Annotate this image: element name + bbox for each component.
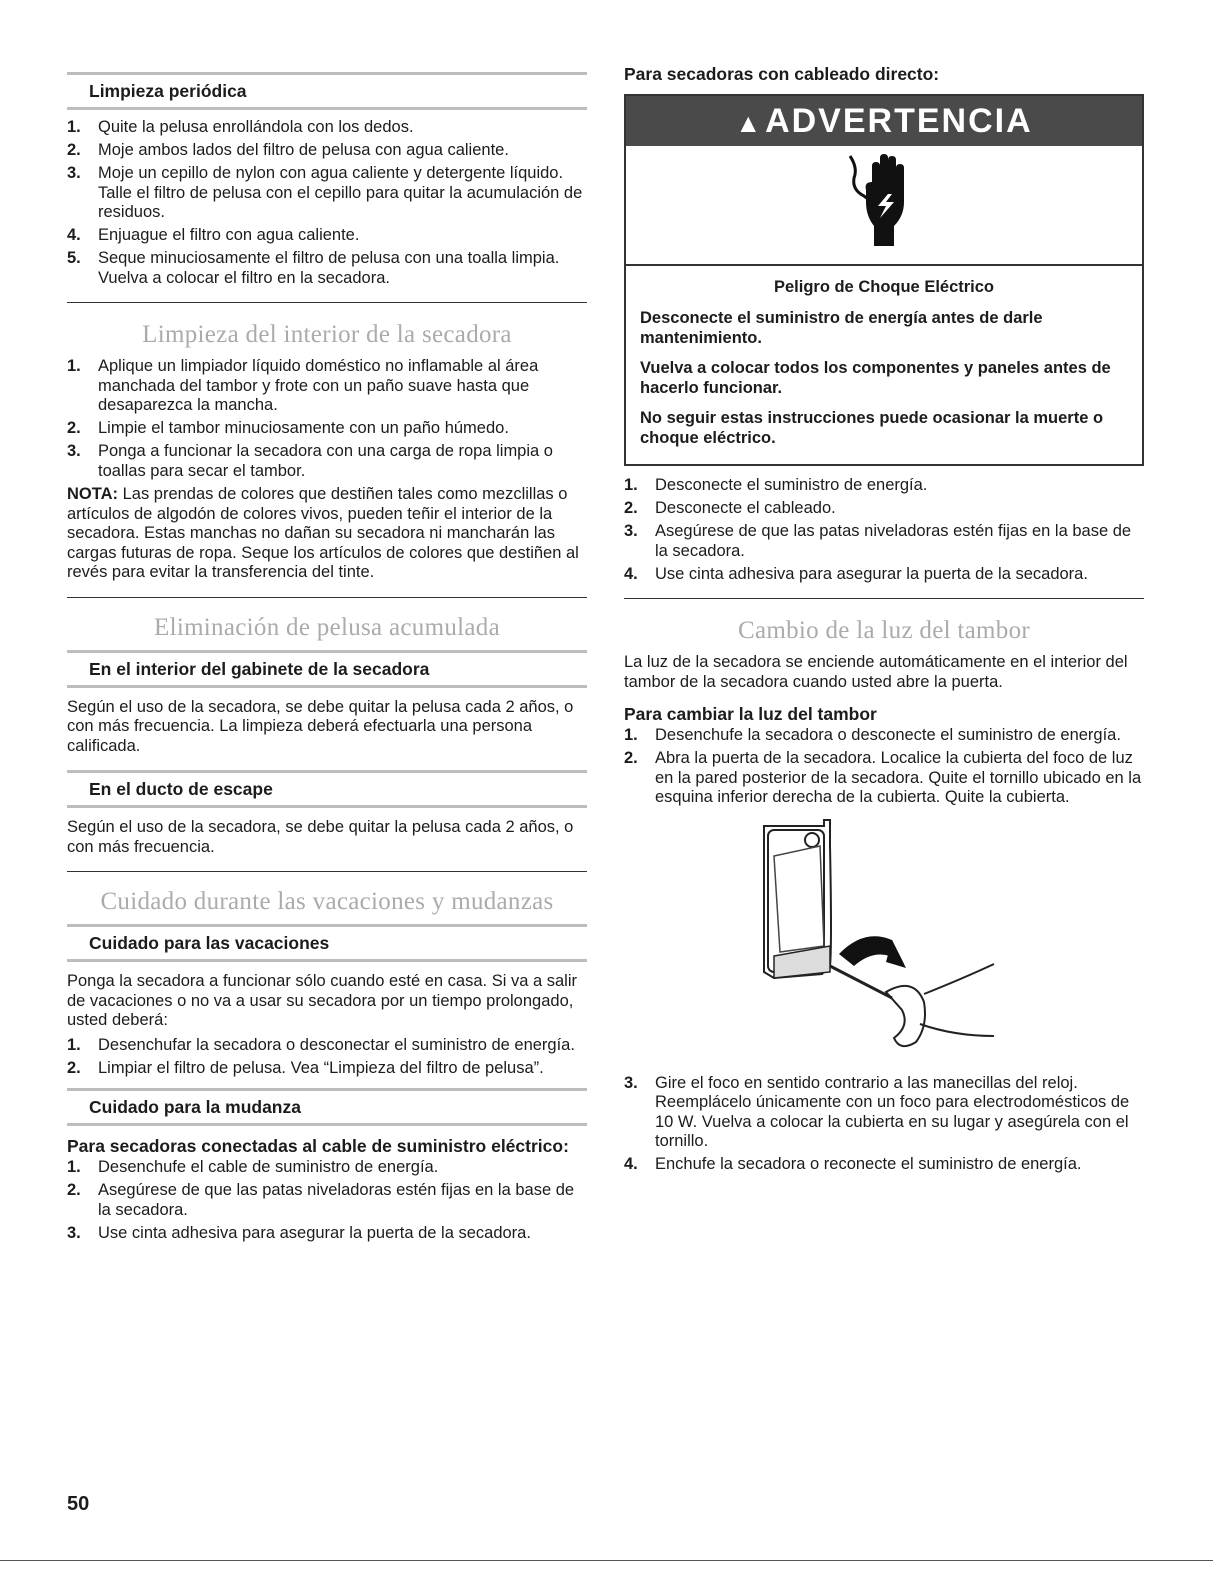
- list-item-number: 3.: [624, 1073, 638, 1092]
- change-light-steps-b: [624, 1074, 1144, 1175]
- list-item-number: 2.: [67, 141, 81, 159]
- direct-wired-steps: [624, 476, 1144, 584]
- list-item-number: 3.: [67, 164, 81, 182]
- list-item: [67, 118, 587, 138]
- interior-cleaning-heading: Limpieza del interior de la secadora: [142, 321, 512, 348]
- list-item: [624, 476, 1144, 496]
- list-item-number: 3.: [67, 1223, 81, 1242]
- list-item: [67, 1158, 587, 1178]
- moving-heading: Cuidado para la mudanza: [89, 1097, 301, 1117]
- list-item-text: Desenchufe la secadora o desconecte el suministro de energía.: [655, 726, 1121, 744]
- right-column: [624, 62, 1144, 1178]
- list-item-number: 1.: [624, 726, 638, 744]
- list-item-number: 3.: [67, 442, 81, 460]
- lint-removal-heading: Eliminación de pelusa acumulada: [154, 613, 500, 641]
- warning-triangle-icon: ▲: [735, 108, 762, 138]
- list-item-text: Enjuague el filtro con agua caliente.: [98, 226, 360, 244]
- list-item-text: Aplique un limpiador líquido doméstico no inflamable al área manchada del tambor y frote con un paño suave hasta que desaparezca la mancha.: [98, 357, 539, 414]
- interior-steps: [67, 357, 587, 481]
- warning-body: [626, 266, 1142, 464]
- cabinet-header: [67, 650, 587, 688]
- electric-shock-icon: [844, 146, 924, 250]
- list-item-number: 2.: [67, 1058, 81, 1077]
- duct-heading: En el ducto de escape: [89, 779, 273, 799]
- list-item-number: 1.: [67, 118, 81, 136]
- list-item-text: Desenchufe el cable de suministro de energía.: [98, 1158, 439, 1176]
- list-item-text: Enchufe la secadora o reconecte el suministro de energía.: [655, 1155, 1082, 1173]
- power-cord-steps: [67, 1158, 587, 1243]
- duct-text: Según el uso de la secadora, se debe quitar la pelusa cada 2 años, o con más frecuencia.: [67, 818, 574, 856]
- list-item-text: Limpie el tambor minuciosamente con un paño húmedo.: [98, 419, 509, 437]
- drum-light-intro: La luz de la secadora se enciende automáticamente en el interior del tambor de la secadora cuando usted abre la puerta.: [624, 653, 1128, 691]
- list-item-text: Desenchufar la secadora o desconectar el suministro de energía.: [98, 1035, 575, 1054]
- list-item-text: Limpiar el filtro de pelusa. Vea “Limpieza del filtro de pelusa”.: [98, 1058, 544, 1077]
- list-item-number: 4.: [624, 1155, 638, 1173]
- list-item: [67, 164, 587, 223]
- list-item: [67, 419, 587, 439]
- list-item-number: 2.: [624, 749, 638, 767]
- periodic-cleaning-header: [67, 72, 587, 110]
- list-item: [624, 726, 1144, 746]
- divider: [67, 871, 587, 872]
- list-item-text: Use cinta adhesiva para asegurar la puerta de la secadora.: [98, 1223, 531, 1242]
- list-item: [624, 565, 1144, 585]
- list-item-text: Gire el foco en sentido contrario a las manecillas del reloj. Reemplácelo únicamente con un foco para electrodomésticos de 10 W. Vuelva a colocar la cubierta en su lugar y asegúrela con el tornillo.: [655, 1073, 1130, 1150]
- note-text: Las prendas de colores que destiñen tales como mezclillas o artículos de algodón de colores vivos, pueden teñir el interior de la secadora. Estas manchas no dañan su secadora ni mancharán las cargas futuras de ropa. Seque los artículos de colores que destiñen al revés para evitar la transferencia del tinte.: [67, 485, 579, 581]
- list-item-number: 1.: [67, 1158, 81, 1176]
- warning-box: [624, 94, 1144, 466]
- duct-header: [67, 770, 587, 808]
- list-item-number: 2.: [67, 419, 81, 437]
- list-item-text: Asegúrese de que las patas niveladoras estén fijas en la base de la secadora.: [98, 1181, 575, 1219]
- periodic-steps: [67, 118, 587, 288]
- cabinet-heading: En el interior del gabinete de la secadora: [89, 658, 430, 679]
- direct-wired-heading: Para secadoras con cableado directo:: [624, 64, 940, 84]
- list-item-number: 2.: [624, 499, 638, 517]
- list-item-number: 5.: [67, 249, 81, 267]
- list-item-text: Desconecte el cableado.: [655, 499, 836, 517]
- page-number: 50: [67, 1493, 90, 1515]
- list-item: [67, 357, 587, 416]
- change-light-heading: Para cambiar la luz del tambor: [624, 704, 877, 724]
- list-item-number: 1.: [67, 357, 81, 375]
- list-item-number: 1.: [624, 476, 638, 494]
- warning-line-2: Vuelva a colocar todos los componentes y paneles antes de hacerlo funcionar.: [640, 359, 1111, 397]
- warning-line-1: Desconecte el suministro de energía antes de darle mantenimiento.: [640, 309, 1043, 347]
- list-item-text: Quite la pelusa enrollándola con los dedos.: [98, 118, 414, 136]
- drum-light-heading: Cambio de la luz del tambor: [737, 617, 1031, 644]
- list-item: [67, 141, 587, 161]
- vacation-header: [67, 924, 587, 962]
- hazard-title: Peligro de Choque Eléctrico: [773, 278, 995, 296]
- list-item-number: 3.: [624, 522, 638, 540]
- list-item: [67, 1059, 587, 1079]
- list-item-number: 2.: [67, 1181, 81, 1199]
- list-item-text: Use cinta adhesiva para asegurar la puerta de la secadora.: [655, 564, 1088, 583]
- list-item-number: 4.: [624, 564, 638, 583]
- note-label: NOTA:: [67, 485, 119, 503]
- interior-note: [67, 485, 587, 583]
- list-item: [67, 1181, 587, 1220]
- divider: [67, 302, 587, 303]
- list-item: [624, 749, 1144, 808]
- light-cover-illustration: [624, 816, 1144, 1068]
- warning-line-3: No seguir estas instrucciones puede ocasionar la muerte o choque eléctrico.: [640, 409, 1104, 447]
- list-item-number: 1.: [67, 1035, 81, 1054]
- list-item: [67, 1036, 587, 1056]
- change-light-steps-a: [624, 726, 1144, 808]
- list-item: [67, 442, 587, 481]
- list-item-text: Abra la puerta de la secadora. Localice la cubierta del foco de luz en la pared posterior de la secadora. Quite el tornillo ubicado en la esquina inferior derecha de la cubierta. Quite la cubierta.: [655, 749, 1142, 806]
- left-column: [67, 62, 587, 1247]
- list-item-text: Desconecte el suministro de energía.: [655, 476, 928, 494]
- divider: [67, 597, 587, 598]
- list-item: [67, 249, 587, 288]
- light-cover-diagram: [624, 816, 1144, 1068]
- warning-banner: [626, 96, 1142, 146]
- list-item-text: Seque minuciosamente el filtro de pelusa con una toalla limpia. Vuelva a colocar el filtro en la secadora.: [98, 249, 560, 287]
- list-item-text: Moje ambos lados del filtro de pelusa con agua caliente.: [98, 141, 509, 159]
- warning-title: ADVERTENCIA: [765, 102, 1033, 140]
- vacation-heading: Cuidado para las vacaciones: [89, 933, 330, 953]
- list-item-text: Moje un cepillo de nylon con agua caliente y detergente líquido. Talle el filtro de pelusa con el cepillo para quitar la acumulación de residuos.: [98, 164, 583, 221]
- power-cord-heading: Para secadoras conectadas al cable de suministro eléctrico:: [67, 1136, 569, 1156]
- vacation-text: Ponga la secadora a funcionar sólo cuando esté en casa. Si va a salir de vacaciones o no va a usar su secadora por un tiempo prolongado, usted deberá:: [67, 972, 577, 1029]
- list-item: [624, 499, 1144, 519]
- list-item: [624, 1155, 1144, 1175]
- warning-symbol-area: [626, 146, 1142, 266]
- cabinet-text: Según el uso de la secadora, se debe quitar la pelusa cada 2 años, o con más frecuencia. La limpieza deberá efectuarla una persona calificada.: [67, 697, 574, 755]
- vacation-moving-heading: Cuidado durante las vacaciones y mudanzas: [100, 888, 554, 915]
- list-item-text: Asegúrese de que las patas niveladoras estén fijas en la base de la secadora.: [655, 522, 1132, 560]
- list-item: [67, 226, 587, 246]
- list-item: [624, 1074, 1144, 1152]
- list-item: [67, 1224, 587, 1244]
- vacation-steps: [67, 1036, 587, 1079]
- list-item-number: 4.: [67, 226, 81, 244]
- moving-header: [67, 1088, 587, 1126]
- list-item: [624, 522, 1144, 561]
- footer-rule: [0, 1560, 1213, 1561]
- periodic-cleaning-heading: Limpieza periódica: [89, 81, 247, 101]
- list-item-text: Ponga a funcionar la secadora con una carga de ropa limpia o toallas para secar el tambor.: [98, 442, 553, 480]
- divider: [624, 598, 1144, 599]
